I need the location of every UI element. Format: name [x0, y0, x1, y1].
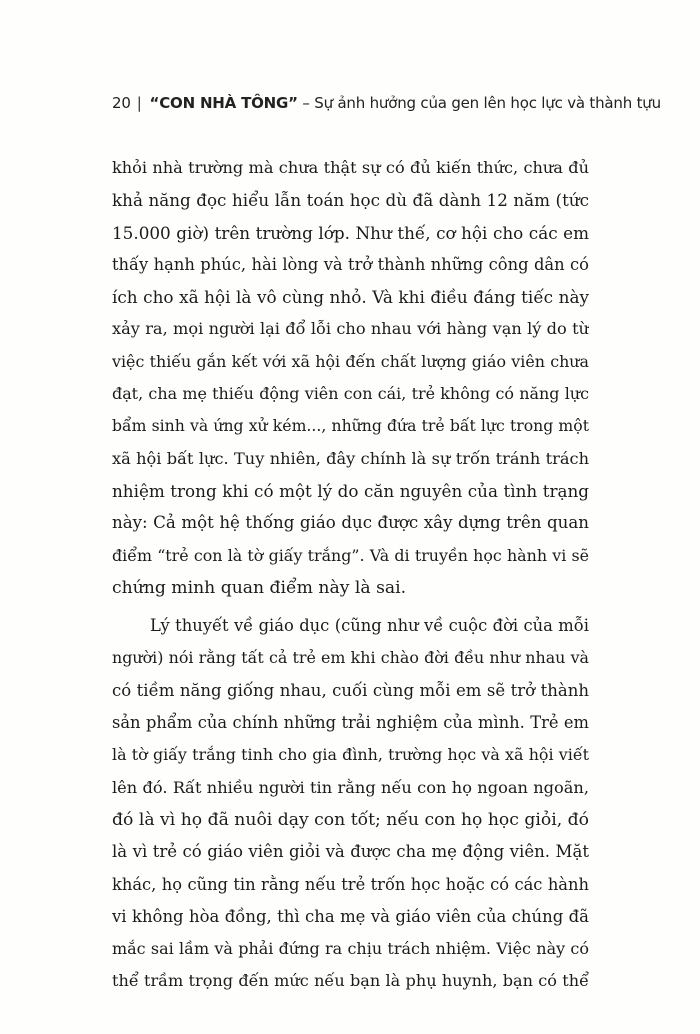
text-line: là vì trẻ có giáo viên giỏi và được cha mẹ động viên. Mặt — [112, 842, 589, 862]
text-line: chứng minh quan điểm này là sai. — [112, 577, 407, 598]
text-line: ích cho xã hội là vô cùng nhỏ. Và khi điều đáng tiếc này — [112, 287, 589, 308]
text-line: thấy hạnh phúc, hài lòng và trở thành những công dân có — [112, 254, 589, 274]
text-line: bẩm sinh và ứng xử kém..., những đứa trẻ bất lực trong một — [112, 416, 589, 436]
page-number: 20 — [112, 94, 131, 112]
text-line: việc thiếu gắn kết với xã hội đến chất lượng giáo viên chưa — [112, 351, 589, 371]
text-line: thể trầm trọng đến mức nếu bạn là phụ huynh, bạn có thể — [112, 971, 589, 991]
text-line: có tiềm năng giống nhau, cuối cùng mỗi em sẽ trở thành — [112, 680, 589, 700]
text-line: xã hội bất lực. Tuy nhiên, đây chính là sự trốn tránh trách — [112, 448, 589, 468]
body-text — [112, 152, 589, 998]
book-subtitle: – Sự ảnh hưởng của gen lên học lực và thành tựu — [302, 94, 661, 112]
paragraph-1 — [112, 152, 589, 604]
text-line: khả năng đọc hiểu lẫn toán học dù đã dành 12 năm (tức — [112, 190, 589, 211]
text-line: vi không hòa đồng, thì cha mẹ và giáo viên của chúng đã — [112, 906, 589, 926]
text-line: người) nói rằng tất cả trẻ em khi chào đời đều như nhau và — [112, 648, 589, 668]
text-line: khác, họ cũng tin rằng nếu trẻ trốn học hoặc có các hành — [112, 874, 589, 894]
text-line: sản phẩm của chính những trải nghiệm của mình. Trẻ em — [112, 713, 589, 733]
text-line: này: Cả một hệ thống giáo dục được xây dựng trên quan — [112, 513, 589, 533]
text-line: lên đó. Rất nhiều người tin rằng nếu con họ ngoan ngoãn, — [112, 777, 589, 797]
text-line: đó là vì họ đã nuôi dạy con tốt; nếu con họ học giỏi, đó — [112, 809, 589, 830]
header-separator: | — [136, 94, 142, 112]
running-header — [112, 94, 672, 112]
text-line: Lý thuyết về giáo dục (cũng như về cuộc đời của mỗi — [150, 616, 589, 636]
text-line: là tờ giấy trắng tinh cho gia đình, trường học và xã hội viết — [112, 745, 589, 765]
text-line: điểm “trẻ con là tờ giấy trắng”. Và di truyền học hành vi sẽ — [112, 545, 589, 565]
paragraph-2 — [112, 610, 589, 998]
text-line: đạt, cha mẹ thiếu động viên con cái, trẻ không có năng lực — [112, 384, 589, 404]
text-line: khỏi nhà trường mà chưa thật sự có đủ kiến thức, chưa đủ — [112, 158, 589, 177]
text-line: xảy ra, mọi người lại đổ lỗi cho nhau với hàng vạn lý do từ — [112, 319, 589, 339]
text-line: nhiệm trong khi có một lý do căn nguyên của tình trạng — [112, 480, 589, 501]
book-title: “CON NHÀ TÔNG” — [149, 94, 298, 112]
text-line: 15.000 giờ) trên trường lớp. Như thế, cơ hội cho các em — [112, 222, 589, 243]
text-line: mắc sai lầm và phải đứng ra chịu trách nhiệm. Việc này có — [112, 939, 589, 959]
